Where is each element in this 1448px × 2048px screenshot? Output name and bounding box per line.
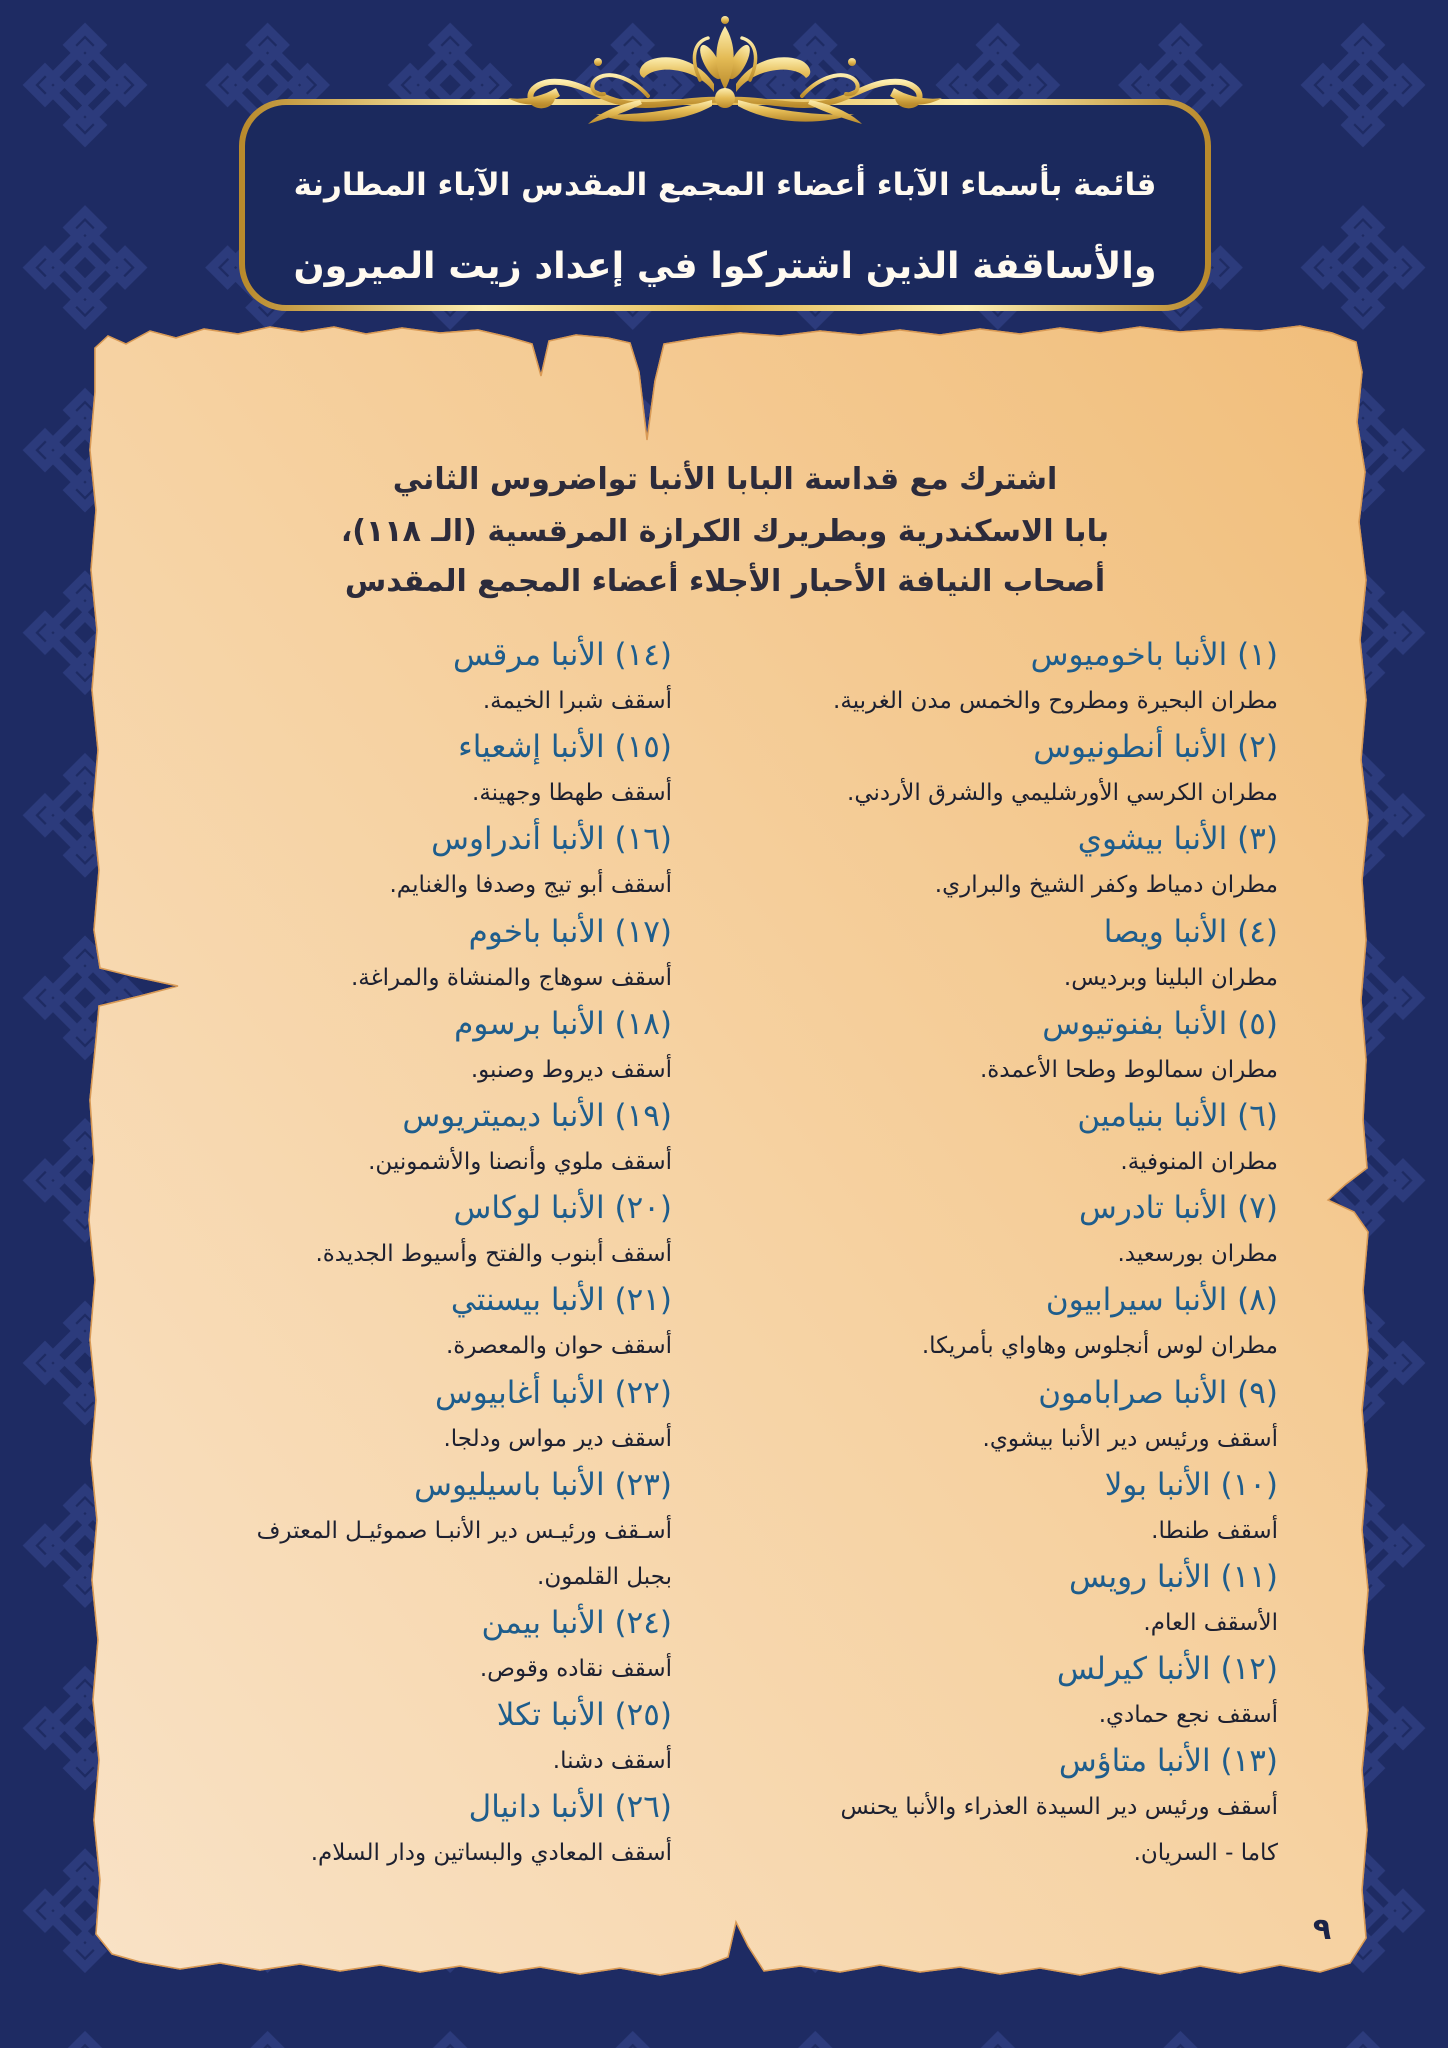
bishop-name: (١٠) الأنبا بولا (1104, 1466, 1278, 1503)
bishops-list-right-column (718, 632, 1278, 1877)
bishop-see: أسقف ملوي وأنصنا والأشمونين. (368, 1149, 672, 1176)
bishop-entry (135, 632, 672, 724)
bishop-entry (718, 1370, 1278, 1462)
bishop-see: مطران لوس أنجلوس وهاواي بأمريكا. (921, 1333, 1278, 1360)
bishop-name: (١٣) الأنبا متاؤس (1058, 1743, 1278, 1780)
bishop-name: (٢٥) الأنبا تكلا (496, 1697, 672, 1734)
bishop-name: (١١) الأنبا رويس (1068, 1558, 1278, 1595)
bishop-entry (135, 1370, 672, 1462)
bishop-name: (١٥) الأنبا إشعياء (458, 729, 672, 766)
bishop-name: (٢٢) الأنبا أغابيوس (434, 1374, 672, 1411)
bishop-see: أسقف سوهاج والمنشاة والمراغة. (350, 964, 672, 991)
bishop-name: (٢٣) الأنبا باسيليوس (414, 1466, 672, 1503)
bishop-see: كاما - السريان. (1133, 1840, 1278, 1867)
bishop-entry (135, 724, 672, 816)
intro-line-2: بابا الاسكندرية وبطريرك الكرازة المرقسية (الـ ١١٨)، (340, 514, 1110, 549)
bishop-name: (٤) الأنبا ويصا (1103, 913, 1278, 950)
bishop-entry (135, 1277, 672, 1369)
bishop-name: (٣) الأنبا بيشوي (1077, 821, 1278, 858)
bishop-entry (135, 1784, 672, 1876)
bishop-see: أسقف أبو تيج وصدفا والغنايم. (389, 872, 672, 899)
bishop-entry (718, 909, 1278, 1001)
bishop-entry (718, 1185, 1278, 1277)
bishop-see: مطران البلينا وبرديس. (1063, 964, 1278, 991)
bishop-see: مطران الكرسي الأورشليمي والشرق الأردني. (847, 780, 1278, 807)
intro-line-1: اشترك مع قداسة البابا الأنبا تواضروس الثاني (392, 462, 1058, 497)
bishop-entry (718, 1093, 1278, 1185)
bishop-name: (٢١) الأنبا بيسنتي (450, 1282, 672, 1319)
bishop-entry (135, 1692, 672, 1784)
intro-line-3: أصحاب النيافة الأحبار الأجلاء أعضاء المجمع المقدس (344, 564, 1106, 599)
bishop-name: (١٦) الأنبا أندراوس (431, 821, 672, 858)
bishop-see: أسقف حوان والمعصرة. (445, 1333, 672, 1360)
bishop-entry (718, 1462, 1278, 1554)
bishop-name: (٨) الأنبا سيرابيون (1045, 1282, 1278, 1319)
bishop-see: بجبل القلمون. (537, 1563, 672, 1590)
bishop-see: مطران دمياط وكفر الشيخ والبراري. (934, 872, 1278, 899)
bishop-see: أسقف ورئيس دير السيدة العذراء والأنبا يحنس (840, 1794, 1278, 1821)
bishop-name: (٩) الأنبا صرابامون (1038, 1374, 1278, 1411)
bishop-entry (135, 909, 672, 1001)
bishop-name: (١٤) الأنبا مرقس (453, 637, 672, 673)
bishop-see: أسقف المعادي والبساتين ودار السلام. (310, 1840, 672, 1867)
bishop-entry (135, 1600, 672, 1692)
bishop-entry (135, 816, 672, 908)
bishop-see: مطران المنوفية. (1120, 1149, 1278, 1176)
bishop-entry (718, 1738, 1278, 1876)
bishop-name: (٢٠) الأنبا لوكاس (453, 1190, 672, 1227)
bishop-entry (718, 816, 1278, 908)
bishop-entry (718, 1554, 1278, 1646)
bishop-name: (١٢) الأنبا كيرلس (1056, 1651, 1278, 1688)
bishop-name: (٢٦) الأنبا دانيال (468, 1789, 672, 1826)
bishop-see: أسقف ورئيس دير الأنبا بيشوي. (982, 1425, 1278, 1452)
bishop-see: أسقف ديروط وصنبو. (470, 1056, 672, 1083)
bishop-name: (٢) الأنبا أنطونيوس (1033, 729, 1278, 766)
bishop-name: (٥) الأنبا بفنوتيوس (1042, 1005, 1278, 1042)
bishop-name: (٢٤) الأنبا بيمن (481, 1604, 672, 1641)
bishop-see: أسقف نجع حمادي. (1098, 1702, 1278, 1729)
page-number: ٩ (1312, 1912, 1332, 1947)
bishop-see: أسقف دشنا. (552, 1748, 672, 1775)
bishop-entry (135, 1093, 672, 1185)
bishop-name: (١٧) الأنبا باخوم (468, 913, 672, 950)
bishop-entry (718, 724, 1278, 816)
bishop-entry (135, 1462, 672, 1600)
bishop-entry (135, 1001, 672, 1093)
bishop-see: أسـقف ورئيـس دير الأنبـا صموئيـل المعترف (256, 1517, 672, 1544)
bishop-name: (١) الأنبا باخوميوس (1030, 637, 1278, 673)
bishop-name: (٧) الأنبا تادرس (1079, 1190, 1278, 1227)
bishop-see: مطران سمالوط وطحا الأعمدة. (979, 1056, 1278, 1083)
bishop-entry (718, 1001, 1278, 1093)
bishop-name: (١٩) الأنبا ديميتريوس (402, 1097, 672, 1134)
page-title-line-2: والأساقفة الذين اشتركوا في إعداد زيت الميرون (293, 244, 1157, 287)
bishops-list-left-column (135, 632, 672, 1877)
bishop-see: أسقف شبرا الخيمة. (482, 688, 672, 715)
bishop-entry (135, 1185, 672, 1277)
bishop-name: (١٨) الأنبا برسوم (454, 1005, 672, 1042)
bishop-see: أسقف دير مواس ودلجا. (443, 1425, 672, 1452)
page-title-line-1: قائمة بأسماء الآباء أعضاء المجمع المقدس الآباء المطارنة (293, 167, 1157, 203)
bishop-see: أسقف نقاده وقوص. (479, 1656, 672, 1683)
bishop-see: أسقف أبنوب والفتح وأسيوط الجديدة. (315, 1241, 672, 1268)
bishop-name: (٦) الأنبا بنيامين (1077, 1097, 1278, 1134)
bishop-entry (718, 1646, 1278, 1738)
bishop-see: أسقف طهطا وجهينة. (472, 780, 672, 807)
bishop-entry (718, 1277, 1278, 1369)
bishop-see: مطران البحيرة ومطروح والخمس مدن الغربية. (833, 688, 1278, 715)
bishop-entry (718, 632, 1278, 724)
bishop-see: الأسقف العام. (1143, 1609, 1278, 1636)
bishop-see: مطران بورسعيد. (1117, 1241, 1278, 1268)
bishop-see: أسقف طنطا. (1151, 1517, 1278, 1544)
